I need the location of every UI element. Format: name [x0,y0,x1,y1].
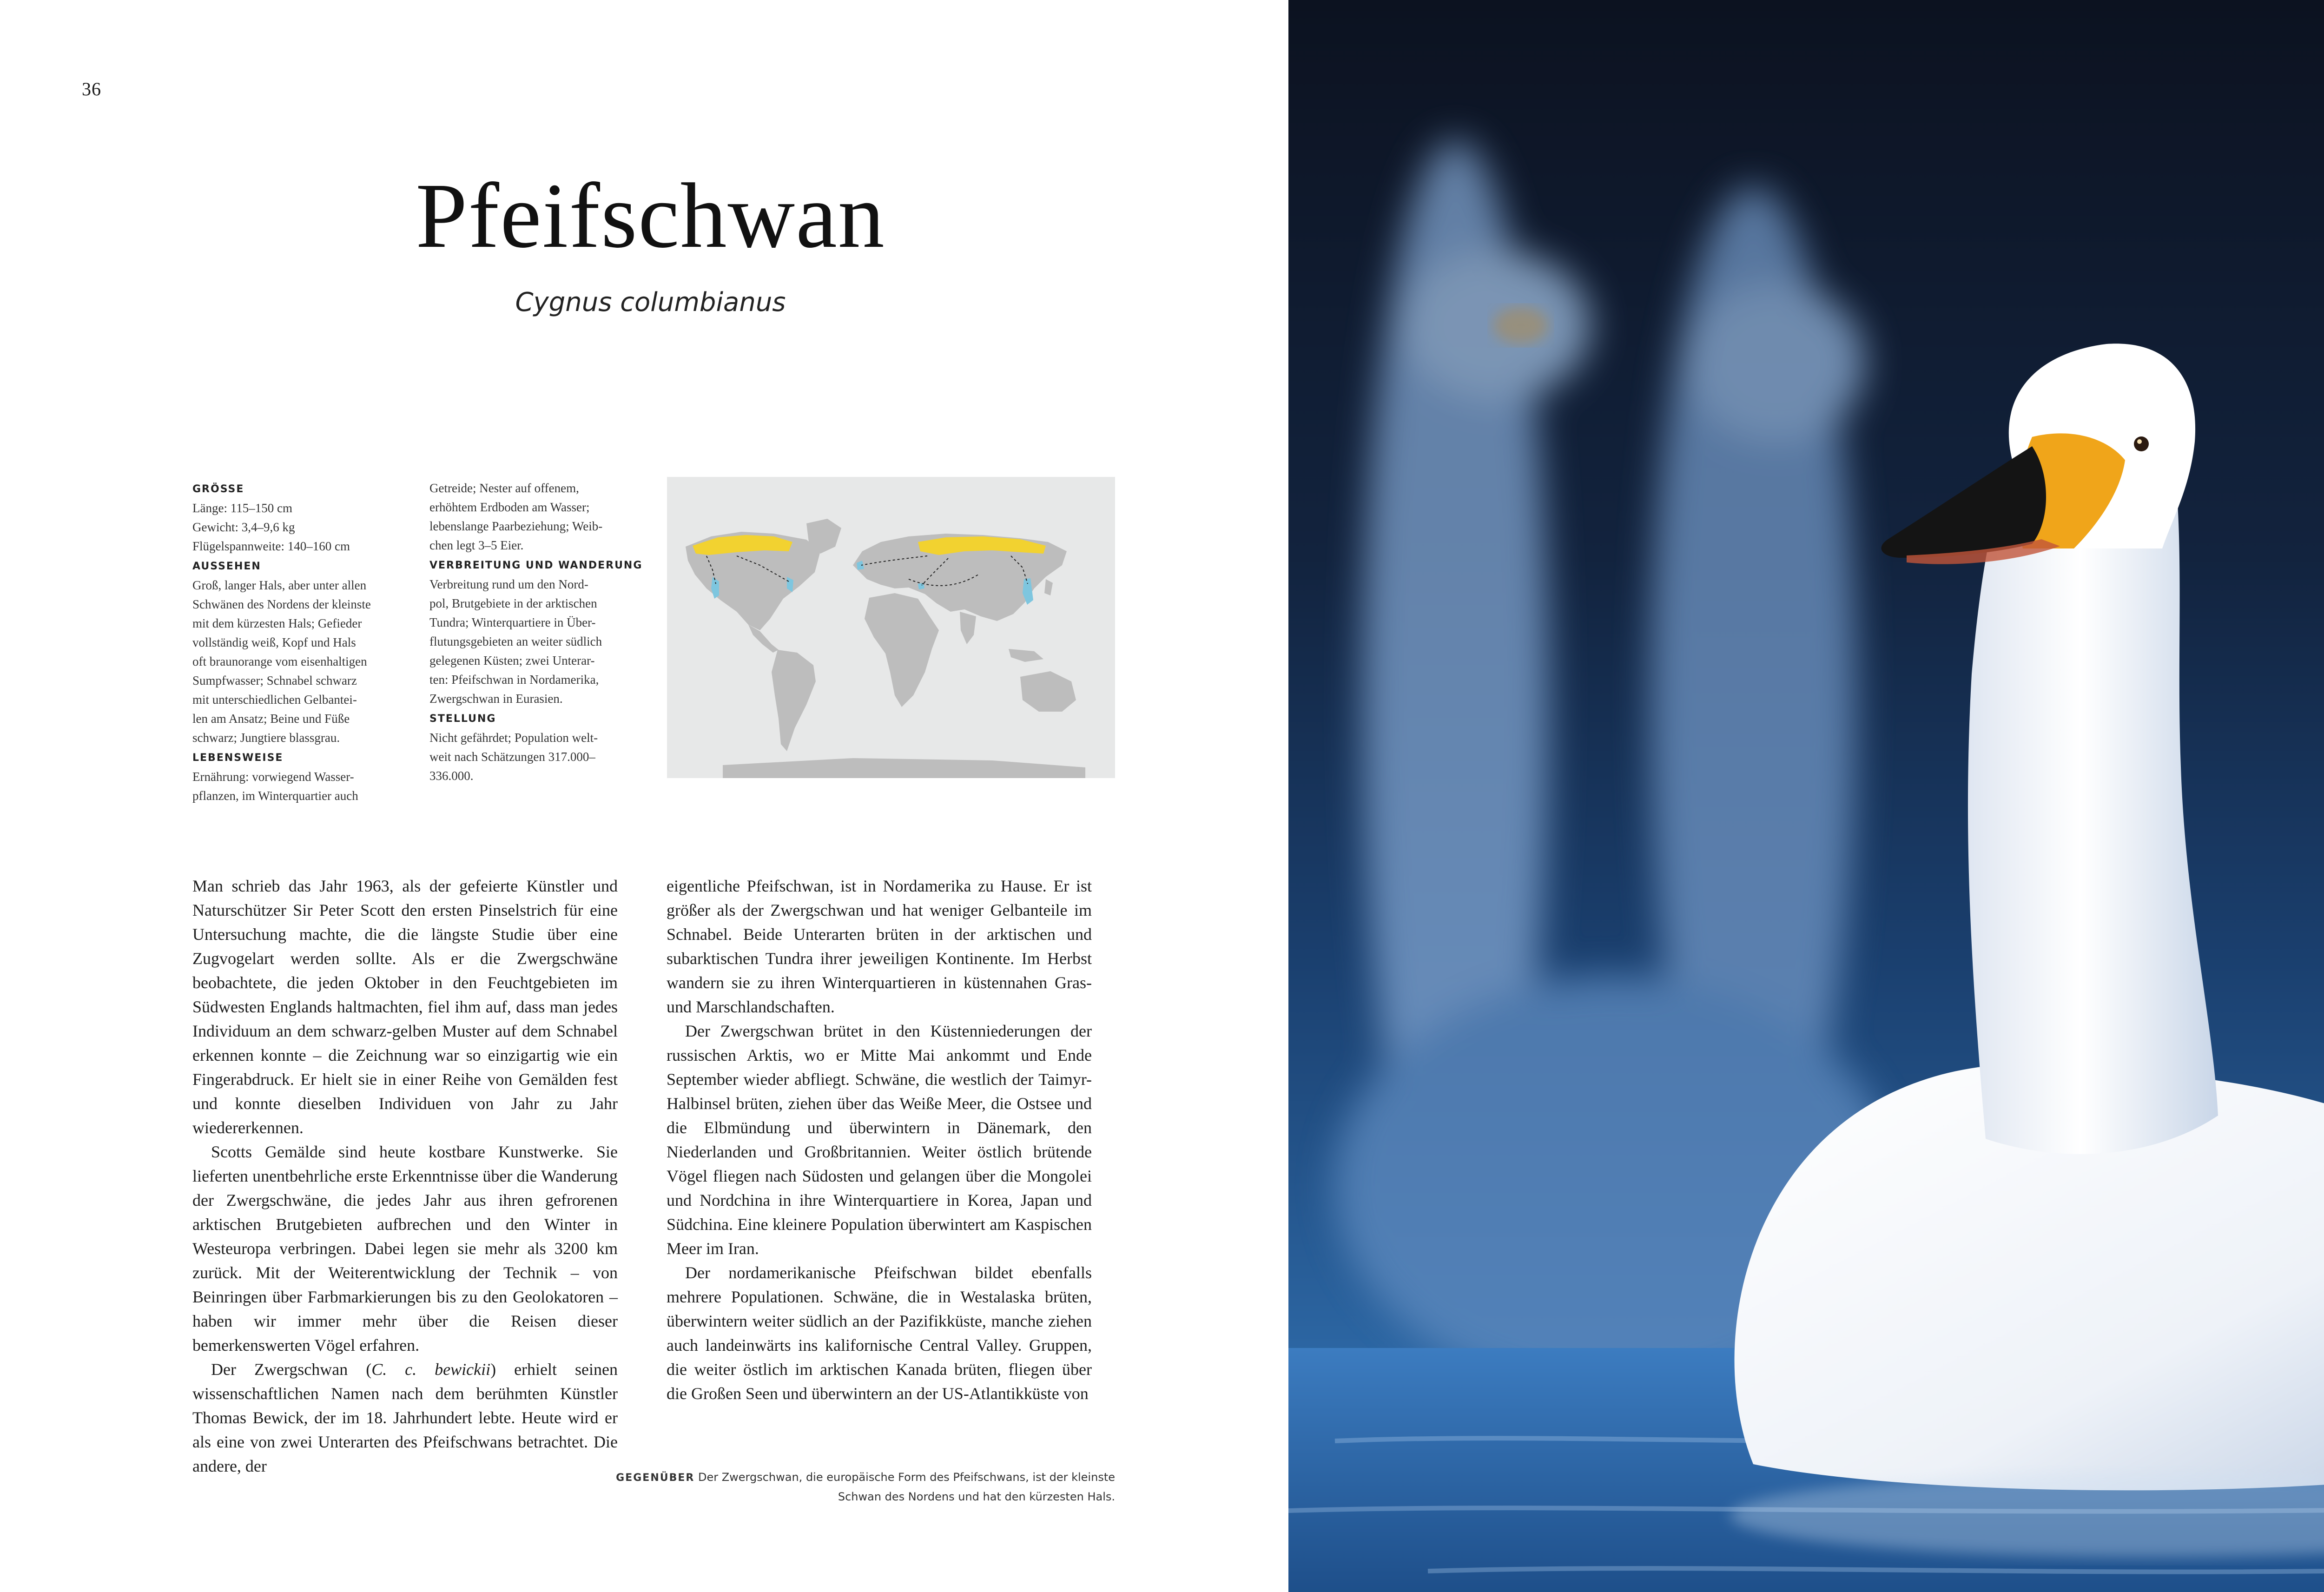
swan-eye [2134,436,2149,451]
fact-line: chen legt 3–5 Eier. [429,538,524,552]
map-india [960,612,976,644]
fact-line: gelegenen Küsten; zwei Unterar- [429,654,595,667]
scientific-name: Cygnus columbianus [515,287,786,317]
fact-line: flutungsgebieten an weiter südlich [429,634,602,648]
fact-line: Ernährung: vorwiegend Wasser- [192,770,354,784]
map-japan [1044,579,1053,595]
body-paragraph: Der nordamerikanische Pfeifschwan bildet ebenfalls mehrere Populationen. Schwäne, die in Westalaska brüten, überwintern weiter südlich an der Pazifikküste, manche ziehen auch landeinwärts ins kalifornische Central Valley. Gruppen, die weiter östlich im arktischen Kanada brüten, fliegen über die Großen Seen und überwintern an der US-Atlantikküste von [667,1263,1092,1403]
fact-line: Groß, langer Hals, aber unter allen [192,578,367,592]
body-paragraph: Der Zwergschwan brütet in den Küstenniederungen der russischen Arktis, wo er Mitte Mai ankommt und Ende September wieder abfliegt. Schwäne, die westlich der Taimyr-Halbinsel brüten, ziehen über das Weiße Meer, die Ostsee und die Elbmündung und überwintern in Dänemark, den Niederlanden und Großbritannien. Weiter östlich brütende Vögel fliegen nach Südosten und gelangen über die Mongolei und Nordchina in ihre Winterquartiere in Korea, Japan und Südchina. Eine kleinere Population überwintert am Kaspischen Meer im Iran. [667,1022,1092,1258]
fact-line: pol, Brutgebiete in der arktischen [429,596,597,610]
body-paragraph: Der Zwergschwan (C. c. bewickii) erhielt seinen wissenschaftlichen Namen nach dem berühmten Künstler Thomas Bewick, der im 18. Jahrhundert lebte. Heute wird er als eine von zwei Unterarten des Pfeifschwans betrachtet. Die andere, der [192,1360,618,1475]
map-indonesia [1009,649,1043,662]
world-map-svg [667,477,1115,778]
fact-line: pflanzen, im Winterquartier auch [192,789,358,803]
fact-line: weit nach Schätzungen 317.000– [429,750,595,764]
body-paragraph: eigentliche Pfeifschwan, ist in Nordamerika zu Hause. Er ist größer als der Zwergschwan und hat weniger Gelbanteile im Schnabel. Beide Unterarten brüten in der arktischen und subarktischen Tundra ihrer jeweiligen Kontinente. Im Herbst wandern sie zu ihren Winterquartieren in küstennahen Gras- und Marschlandschaften. [667,877,1092,1016]
body-text-column-2 [667,874,1092,1406]
fact-box-column-2 [429,479,643,786]
body-text-column-1 [192,874,618,1478]
fact-line: mit unterschiedlichen Gelbantei- [192,693,357,707]
body-paragraph: Scotts Gemälde sind heute kostbare Kunstwerke. Sie lieferten unentbehrliche erste Erkenntnisse über die Wanderung der Zwergschwäne, die jedes Jahr aus ihren gefrorenen arktischen Brutgebieten aufbrechen und den Winter in Westeuropa verbringen. Dabei legen sie mehr als 3200 km zurück. Mit der Weiterentwicklung der Technik – von Beinringen über Farbmarkierungen bis zu den Geolokatoren – haben wir immer mehr über die Reisen dieser bemerkenswerten Vögel erfahren. [192,1143,618,1354]
fact-line: Zwergschwan in Eurasien. [429,692,563,706]
fact-line: schwarz; Jungtiere blassgrau. [192,731,340,745]
species-abbreviation: C. c. bewickii [371,1360,491,1379]
map-antarctica [723,758,1085,778]
fact-line: Sumpfwasser; Schnabel schwarz [192,674,357,687]
fact-line: oft braunorange vom eisenhaltigen [192,654,367,668]
fact-heading: STELLUNG [429,713,496,725]
fact-line: Tundra; Winterquartiere in Über- [429,615,596,629]
fact-heading: GRÖSSE [192,483,244,495]
fact-heading: LEBENSWEISE [192,752,284,764]
page-number: 36 [82,79,101,99]
fact-line: vollständig weiß, Kopf und Hals [192,635,356,649]
swan-photo [1288,0,2324,1592]
photo-caption [604,1468,1115,1506]
body-paragraph: Man schrieb das Jahr 1963, als der gefeierte Künstler und Naturschützer Sir Peter Scott den ersten Pinselstrich für eine Untersuchung machte, die die längste Studie über eine Zugvogelart werden sollte. Als er die Zwergschwäne beobachtete, die jeden Oktober in den Feuchtgebieten im Südwesten Englands haltmachten, fiel ihm auf, dass man jedes Individuum an dem schwarz-gelben Muster auf dem Schnabel erkennen konnte – die Zeichnung war so einzigartig wie ein Fingerabdruck. Er hielt sie in einer Reihe von Gemälden fest und konnte dieselben Individuen von Jahr zu Jahr wiedererkennen. [192,877,618,1137]
fact-line: Getreide; Nester auf offenem, [429,481,579,495]
fact-line: Nicht gefährdet; Population welt- [429,731,598,745]
fact-line: Flügelspannweite: 140–160 cm [192,539,350,553]
page-title: Pfeifschwan [416,165,885,267]
fact-line: Verbreitung rund um den Nord- [429,577,588,591]
fact-line: erhöhtem Erdboden am Wasser; [429,500,590,514]
fact-box-column-1 [192,479,406,806]
fact-line: Schwänen des Nordens der kleinste [192,597,371,611]
fact-heading: AUSSEHEN [192,561,261,572]
fact-line: ten: Pfeifschwan in Nordamerika, [429,673,599,687]
fact-line: lebenslange Paarbeziehung; Weib- [429,519,603,533]
fact-line: len am Ansatz; Beine und Füße [192,712,350,726]
map-south-america [772,650,816,751]
fact-heading: VERBREITUNG UND WANDERUNG [429,560,643,571]
fact-line: Länge: 115–150 cm [192,501,292,515]
map-africa [865,593,939,707]
fact-line: mit dem kürzesten Hals; Gefieder [192,616,362,630]
map-australia [1020,671,1076,712]
caption-label: GEGENÜBER [616,1472,695,1484]
caption-text: Der Zwergschwan, die europäische Form des Pfeifschwans, ist der kleinste Schwan des Nordens und hat den kürzesten Hals. [698,1471,1115,1503]
distribution-map [667,477,1115,778]
map-central-america [748,625,779,653]
fact-line: Gewicht: 3,4–9,6 kg [192,520,295,534]
fact-line: 336.000. [429,769,474,783]
